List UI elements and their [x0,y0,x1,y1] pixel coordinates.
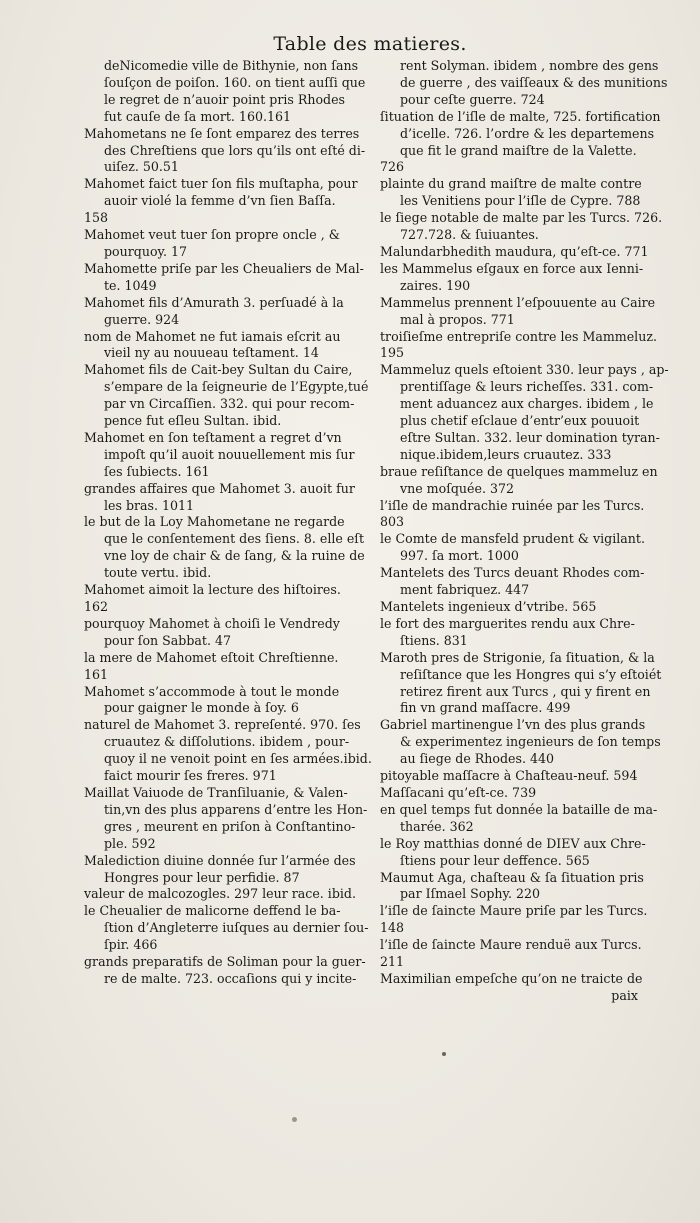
index-entry-line: de guerre , des vaiſſeaux & des munitions [400,74,668,90]
index-entry [84,58,368,126]
index-entry-line: ment aduancez aux charges. ibidem , le [400,396,654,412]
index-entry-line: s’empare de la ſeigneurie de l’Egypte,tué [104,379,369,395]
index-entry-line: 148 [380,920,405,936]
index-entry-line: que le conſentement des ſiens. 8. elle eſt [104,531,365,547]
index-entry [380,616,640,650]
index-entry-line: au ſiege de Rhodes. 440 [400,751,554,767]
index-entry-line: ſtiens. 831 [400,632,468,648]
index-entry [84,717,372,785]
index-entry-line: 211 [380,954,405,970]
index-entry [84,295,368,329]
index-entry-line: le but de la Loy Mahometane ne regarde [84,514,345,530]
index-entry-line: l’iſle de mandrachie ruinée par les Turcs. [380,497,645,513]
index-entry-line: 803 [380,514,405,530]
index-entry-line: plus chetif eſclaue d’entr’eux pouuoit [400,413,640,429]
index-entry-line: par vn Circaſſien. 332. qui pour recom- [104,396,355,412]
index-entry-line: ment fabriquez. 447 [400,582,530,598]
index-entry [380,970,643,1005]
index-entry [84,514,368,582]
index-entry-line: pour gaigner le monde à ſoy. 6 [104,700,299,716]
index-entry [380,260,644,295]
index-entry-line: Mammeluz quels eſtoient 330. leur pays , ap- [380,362,669,378]
index-entry-line: ſpir. 466 [104,937,158,953]
index-entry-line: ſes ſubiects. 161 [104,463,210,479]
index-entry-line: d’icelle. 726. l’ordre & les departemens [400,125,655,141]
index-entry-line: te. 1049 [104,277,157,293]
page-title: Table des matieres. [273,33,467,55]
index-entry-line: Mahomet s’accommode à tout le monde [84,683,340,699]
index-entry [380,58,668,109]
index-entry-line: Mahomet aimoit la lecture des hiſtoires. [84,582,341,598]
index-entry-line: 162 [84,599,109,614]
index-entry-line: Mahometans ne ſe ſont emparez des terres [84,125,360,141]
index-entry [380,801,658,836]
index-entry-line: toute vertu. ibid. [104,565,212,581]
index-column-right [380,58,669,1005]
index-entry-line: paix [611,987,638,1003]
index-entry-line: braue reſiſtance de quelques mammeluz en [380,463,658,479]
index-entry-line: les Mammelus eſgaux en force aux Ienni- [380,260,644,276]
index-entry [84,886,368,903]
index-entry-line: Mahomet en ſon teſtament a regret d’vn [84,429,342,445]
index-entry [380,362,669,463]
index-entry-line: le Comte de mansfeld prudent & vigilant. [380,531,645,547]
index-entry-line: troiſieſme entrepriſe contre les Mammeluz. [380,328,657,344]
index-entry-line: ſouſçon de poiſon. 160. on tient auſſi que [104,74,366,90]
index-entry-line: & experimentez ingenieurs de ſon temps [400,734,661,750]
index-entry [84,785,368,853]
index-entry-line: reſiſtance que les Hongres qui s’y eſtoiét [400,666,662,682]
index-entry-line: nique.ibidem,leurs cruautez. 333 [400,446,612,462]
index-entry-line: 726 [380,159,405,175]
index-entry-line: fut cauſe de ſa mort. 160.161 [104,108,292,124]
index-entry-line: pour ceſte guerre. 724 [400,91,545,107]
index-entry-line: ſtiens pour leur deffence. 565 [400,852,590,868]
index-entry [84,430,368,481]
index-entry [84,582,368,616]
index-entry-line: Maximilian empeſche qu’on ne traicte de [380,970,643,986]
index-entry-line: mal à propos. 771 [400,311,515,327]
index-entry [380,785,640,802]
index-entry [380,649,662,718]
index-entry-line: pourquoy Mahomet à choiſi le Vendredy [84,615,340,631]
ink-speck [292,1117,297,1122]
index-entry-line: eſtre Sultan. 332. leur domination tyran- [400,429,660,445]
index-entry-line: nom de Mahomet ne fut iamais eſcrit au [84,328,341,344]
index-entry-line: impoſt qu’il auoit nouuellement mis ſur [104,446,355,462]
index-entry-line: pour ſon Sabbat. 47 [104,632,231,648]
index-entry-line: le regret de n’auoir point pris Rhodes [104,91,346,107]
index-entry-line: des Chreſtiens que lors qu’ils ont eſté di- [104,142,366,158]
index-entry [380,869,644,904]
index-entry [380,937,640,971]
index-entry-line: vne moſquée. 372 [400,480,514,496]
index-entry-line: rent Solyman. ibidem , nombre des gens [400,58,659,73]
index-entry-line: par Iſmael Sophy. 220 [400,886,541,902]
index-entry-line: Mammelus prennent l’eſpouuente au Caire [380,294,656,310]
index-entry-line: 997. ſa mort. 1000 [400,548,519,564]
index-entry [380,176,640,210]
index-entry-line: 195 [380,345,405,361]
index-entry-line: Mahomette priſe par les Cheualiers de Mal- [84,260,364,276]
index-entry-line: la mere de Mahomet eſtoit Chreſtienne. [84,649,339,665]
index-entry-line: gres , meurent en priſon à Conſtantino- [104,818,356,834]
index-entry [380,328,657,363]
index-entry-line: valeur de malcozogles. 297 leur race. ibid. [84,886,356,902]
index-entry-line: les Venitiens pour l’iſle de Cypre. 788 [400,193,641,209]
index-entry-line: faict mourir ſes freres. 971 [104,768,277,784]
index-entry [380,599,640,616]
index-entry [84,954,368,988]
index-entry-line: Mahomet fils d’Amurath 3. perſuadé à la [84,294,344,310]
index-entry [84,261,368,295]
index-entry [380,717,661,768]
index-entry [380,294,656,329]
index-entry [84,481,368,515]
index-entry-line: retirez firent aux Turcs , qui y firent en [400,683,651,699]
index-entry-line: Hongres pour leur perfidie. 87 [104,869,300,885]
index-entry-line: 158 [84,210,109,226]
index-entry-line: deNicomedie ville de Bithynie, non ſans [104,58,359,73]
index-entry-line: Mahomet veut tuer ſon propre oncle , & [84,227,340,243]
index-entry-line: prentiſſage & leurs richeſſes. 331. com- [400,379,654,395]
index-entry-line: naturel de Mahomet 3. repreſenté. 970. ſes [84,717,361,733]
index-entry-line: les bras. 1011 [104,497,195,513]
index-entry [84,362,368,430]
index-entry-line: en quel temps fut donnée la bataille de ma- [380,801,658,817]
index-entry-line: 161 [84,666,109,682]
index-entry-line: vne loy de chair & de ſang, & la ruine de [104,548,365,564]
index-entry [84,176,368,227]
index-entry [380,835,646,870]
index-entry-line: Maumut Aga, chaſteau & ſa ſituation pris [380,869,644,885]
index-entry-line: que fit le grand maiſtre de la Valette. [400,142,637,158]
index-entry [84,616,368,650]
index-entry-line: tharée. 362 [400,818,474,834]
index-column-left [84,58,372,988]
index-entry-line: Mantelets ingenieux d’vtribe. 565 [380,599,597,614]
index-entry-line: le Cheualier de malicorne deffend le ba- [84,903,341,919]
index-entry [380,108,661,177]
index-entry [380,531,645,565]
index-entry-line: uiſez. 50.51 [104,159,179,175]
index-entry-line: grandes affaires que Mahomet 3. auoit fur [84,480,355,496]
index-entry-line: vieil ny au nouueau teſtament. 14 [104,345,319,361]
index-entry-line: pence fut eſleu Sultan. ibid. [104,413,282,429]
index-entry [380,768,640,785]
index-entry-line: Mantelets des Turcs deuant Rhodes com- [380,565,645,581]
index-entry [380,903,648,937]
index-entry-line: auoir violé la femme d’vn ſien Baſſa. [104,193,336,209]
index-entry [380,497,645,532]
index-entry-line: ple. 592 [104,835,156,851]
index-entry-line: l’iſle de ſaincte Maure priſe par les Turcs. [380,903,648,919]
index-entry-line: plainte du grand maiſtre de malte contre [380,176,642,192]
index-entry-line: 727.728. & ſuiuantes. [400,227,539,243]
index-entry-line: le Roy matthias donné de DIEV aux Chre- [380,835,646,851]
index-entry-line: Mahomet faict tuer ſon fils muſtapha, pour [84,176,358,192]
index-entry [84,227,368,261]
index-entry-line: grands preparatifs de Soliman pour la guer- [84,954,366,970]
index-entry-line: pourquoy. 17 [104,243,188,259]
index-entry-line: Malundarbhedith maudura, qu’eſt-ce. 771 [380,243,649,259]
index-entry [84,650,368,684]
index-entry [84,329,368,363]
index-entry [84,126,368,177]
index-entry [380,243,649,261]
index-entry [84,903,368,954]
index-entry-line: l’iſle de ſaincte Maure renduë aux Turcs. [380,937,642,953]
index-entry-line: zaires. 190 [400,277,471,293]
index-entry-line: re de malte. 723. occaſions qui y incite- [104,970,357,986]
ink-speck [442,1052,446,1056]
index-entry-line: ſtion d’Angleterre iuſques au dernier ſou- [104,920,369,936]
index-entry-line: Maſſacani qu’eſt-ce. 739 [380,784,537,800]
index-entry-line: cruautez & diſſolutions. ibidem , pour- [104,734,350,750]
index-entry-line: ſituation de l’iſle de malte, 725. fortification [380,108,661,124]
index-entry-line: le fort des marguerites rendu aux Chre- [380,615,635,631]
index-entry [380,565,645,599]
index-entry-line: Mahomet fils de Cait-bey Sultan du Caire, [84,362,353,378]
index-entry-line: quoy il ne venoit point en ſes armées.ibid. [104,751,372,767]
index-entry-line: Gabriel martinengue l’vn des plus grands [380,717,646,733]
index-entry-line: Maroth pres de Strigonie, ſa ſituation, & la [380,649,655,665]
index-entry [380,463,658,498]
index-entry-line: fin vn grand maſſacre. 499 [400,700,571,716]
index-entry-line: pitoyable maſſacre à Chaſteau-neuf. 594 [380,768,638,784]
index-entry [84,853,368,887]
index-entry-line: Maillat Vaiuode de Tranſiluanie, & Valen- [84,784,348,800]
index-entry [84,684,368,718]
index-entry-line: le ſiege notable de malte par les Turcs. 726. [380,210,663,226]
index-entry-line: tin,vn des plus apparens d’entre les Hon- [104,801,368,817]
index-entry [380,210,663,244]
index-entry-line: guerre. 924 [104,311,180,327]
index-entry-line: Malediction diuine donnée ſur l’armée des [84,852,356,868]
